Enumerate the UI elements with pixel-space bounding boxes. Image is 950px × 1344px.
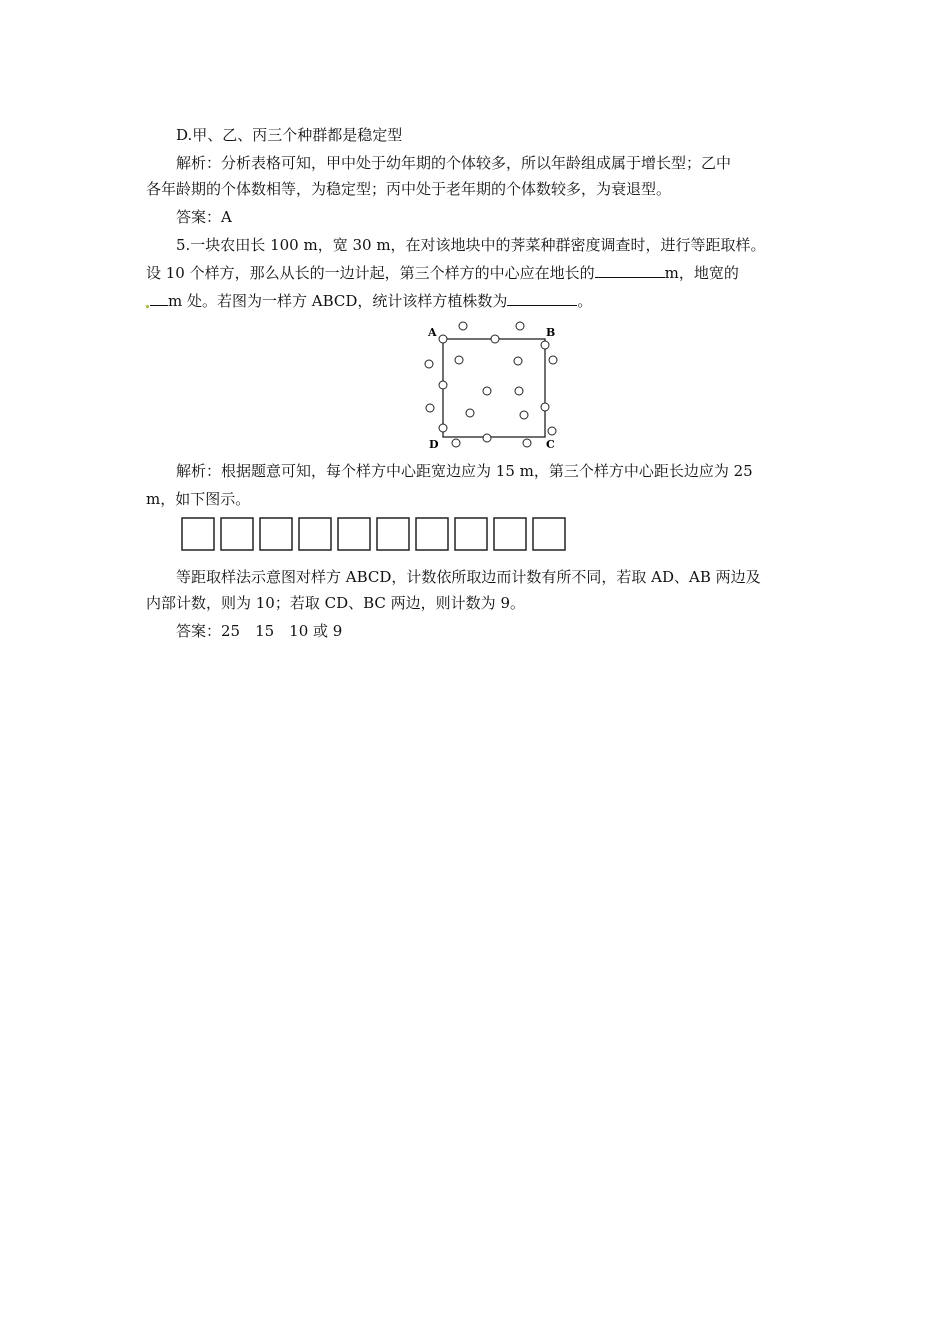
answer-blank-count [507,290,577,306]
plant-marker [439,424,447,432]
analysis-5-line-4: 内部计数，则为 10；若取 CD、BC 两边，则计数为 9。 [146,594,525,612]
plant-marker [516,322,524,330]
analysis-line-1: 解析：分析表格可知，甲中处于幼年期的个体较多，所以年龄组成属于增长型；乙中 [176,154,732,172]
answer-4: 答案：A [176,208,232,226]
plant-marker [455,356,463,364]
question-5-text-d: 。 [577,292,593,310]
sampling-square [260,518,292,550]
plant-marker [541,341,549,349]
sampling-square [182,518,214,550]
question-5-text-c: m 处。若图为一样方 ABCD，统计该样方植株数为 [168,292,508,310]
plant-marker [491,335,499,343]
quadrat-square [443,339,545,437]
sampling-square [221,518,253,550]
sampling-square [455,518,487,550]
plant-marker [541,403,549,411]
marker-dot [146,305,149,308]
plant-marker [483,387,491,395]
question-5-line-2 [146,262,739,284]
vertex-label-a: A [428,326,437,339]
plant-marker [439,335,447,343]
plant-marker [425,360,433,368]
vertex-label-c: C [546,438,555,451]
analysis-line-2: 各年龄期的个体数相等，为稳定型；丙中处于老年期的个体数较多，为衰退型。 [146,180,672,198]
question-5-line-3 [146,290,592,312]
plant-marker [459,322,467,330]
plant-marker [548,427,556,435]
sampling-square [338,518,370,550]
plant-marker [483,434,491,442]
answer-blank-length [595,262,665,278]
sampling-square [377,518,409,550]
sampling-square [416,518,448,550]
sampling-strip-diagram [180,515,570,555]
option-d: D.甲、乙、丙三个种群都是稳定型 [176,126,403,144]
vertex-label-d: D [429,438,439,451]
sampling-square [494,518,526,550]
plant-marker [452,439,460,447]
analysis-5-line-3: 等距取样法示意图对样方 ABCD，计数依所取边而计数有所不同，若取 AD、AB 两边及 [176,568,761,586]
plant-marker [520,411,528,419]
question-5-text-a: 设 10 个样方，那么从长的一边计起，第三个样方的中心应在地长的 [146,264,595,282]
plant-marker [549,356,557,364]
analysis-5-line-1: 解析：根据题意可知，每个样方中心距宽边应为 15 m，第三个样方中心距长边应为 25 [176,462,753,480]
plant-marker [466,409,474,417]
vertex-label-b: B [546,326,556,339]
plant-marker [515,387,523,395]
answer-blank-width [150,290,168,306]
plant-marker [426,404,434,412]
question-5-text-b: m，地宽的 [664,264,739,282]
quadrat-diagram [420,318,570,453]
answer-5: 答案：25 15 10 或 9 [176,622,343,640]
plant-marker [523,439,531,447]
plant-marker [514,357,522,365]
sampling-square [299,518,331,550]
plant-marker [439,381,447,389]
sampling-square [533,518,565,550]
question-5-line-1: 5.一块农田长 100 m，宽 30 m，在对该地块中的荠菜种群密度调查时，进行等距取样。 [176,236,766,254]
analysis-5-line-2: m，如下图示。 [146,490,251,508]
